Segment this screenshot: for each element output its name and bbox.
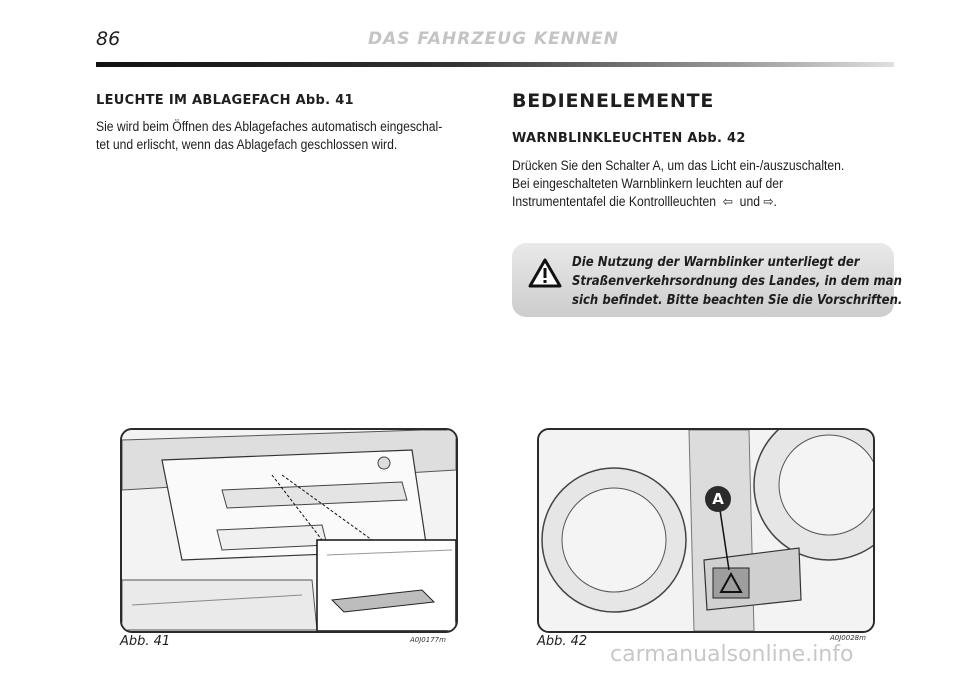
warning-line3: sich befindet. Bitte beachten Sie die Vorschriften. xyxy=(572,293,903,308)
callout-a-badge: A xyxy=(705,486,731,512)
glovebox-illustration xyxy=(122,430,456,631)
watermark: carmanualsonline.info xyxy=(610,642,854,667)
hazard-line3-end: . xyxy=(773,194,777,209)
chapter-title: DAS FAHRZEUG KENNEN xyxy=(368,29,620,49)
page-number: 86 xyxy=(96,28,121,50)
warning-line2: Straßenverkehrsordnung des Landes, in dem man xyxy=(572,274,902,289)
lamp-paragraph-line1: Sie wird beim Öffnen des Ablagefaches automatisch eingeschal- xyxy=(96,119,443,134)
warning-text xyxy=(572,253,902,310)
hazard-heading: WARNBLINKLEUCHTEN Abb. 42 xyxy=(512,131,746,146)
header-rule xyxy=(96,62,894,67)
hazard-paragraph xyxy=(512,157,844,211)
lamp-paragraph-line2: tet und erlischt, wenn das Ablagefach geschlossen wird. xyxy=(96,137,398,152)
figure-41-code: A0J0177m xyxy=(410,636,446,644)
warning-triangle-icon xyxy=(528,258,562,288)
section-title: BEDIENELEMENTE xyxy=(512,90,715,112)
hazard-paragraph-line1: Drücken Sie den Schalter A, um das Licht ein-/auszuschalten. xyxy=(512,158,845,173)
lamp-heading: LEUCHTE IM ABLAGEFACH Abb. 41 xyxy=(96,93,354,108)
figure-42-code: A0J0028m xyxy=(830,634,866,642)
figure-41-glovebox xyxy=(120,428,458,633)
figure-41-label: Abb. 41 xyxy=(120,634,171,649)
left-arrow-indicator-icon: ⇦ xyxy=(722,194,733,209)
hazard-paragraph-line3 xyxy=(512,193,844,211)
warning-line1: Die Nutzung der Warnblinker unterliegt der xyxy=(572,255,860,270)
hazard-paragraph-line2: Bei eingeschalteten Warnblinkern leuchten auf der xyxy=(512,176,784,191)
hazard-line3-prefix: Instrumententafel die Kontrollleuchten xyxy=(512,194,716,209)
hazard-line3-mid: und xyxy=(739,194,760,209)
right-arrow-indicator-icon: ⇨ xyxy=(763,194,774,209)
figure-42-hazard-switch xyxy=(537,428,875,633)
figure-42-label: Abb. 42 xyxy=(537,634,588,649)
lamp-paragraph xyxy=(96,118,442,154)
hazard-switch-illustration xyxy=(539,430,873,631)
